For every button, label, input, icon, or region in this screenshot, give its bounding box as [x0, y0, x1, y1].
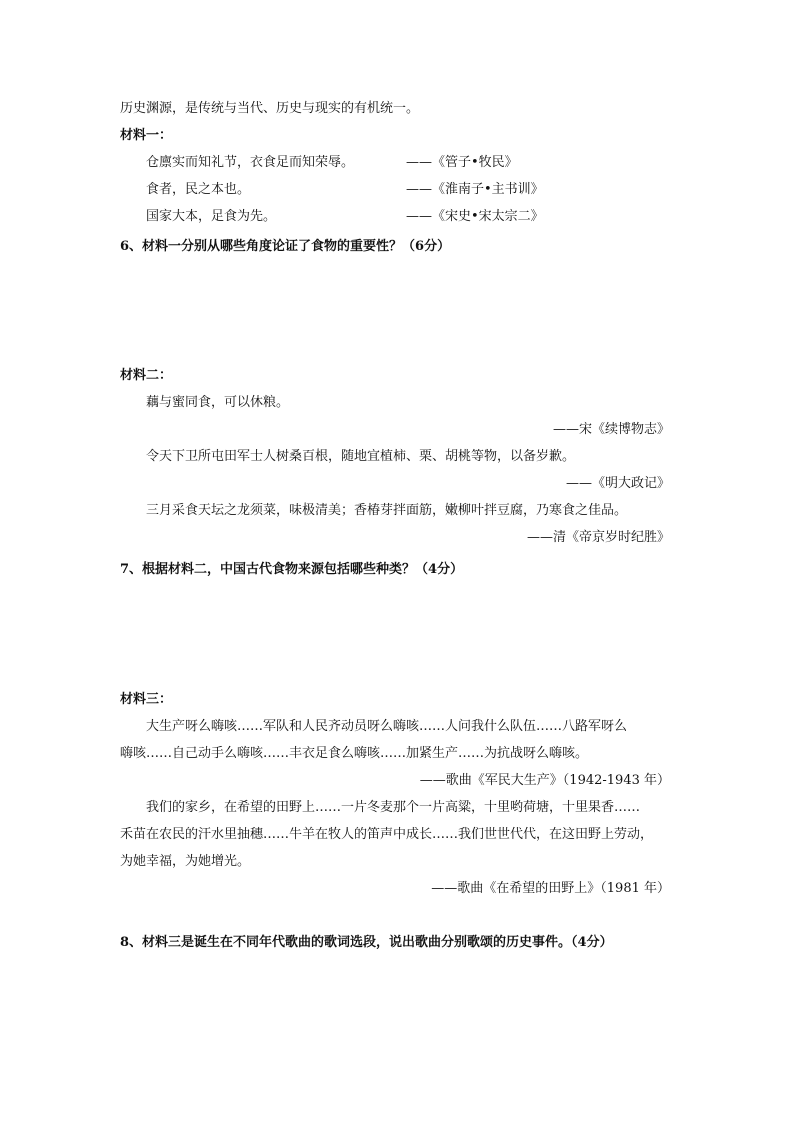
- material2-text: 三月采食天坛之龙须菜，味极清美；香椿芽拌面筋，嫩柳叶拌豆腐，乃寒食之佳品。: [146, 503, 628, 518]
- material1-source: ——《宋史•宋太宗二》: [406, 209, 544, 224]
- material1-quote: 国家大本，足食为先。: [146, 209, 277, 224]
- material2-heading: 材料二：: [120, 368, 173, 383]
- material2-source: ——宋《续博物志》: [552, 422, 670, 437]
- material1-source: ——《管子•牧民》: [406, 155, 518, 170]
- song2-lyrics: 为她幸福，为她增光。: [120, 854, 251, 869]
- material2-text: 藕与蜜同食，可以休粮。: [146, 395, 290, 410]
- material3-heading: 材料三：: [120, 692, 173, 707]
- material2-source: ——《明大政记》: [565, 476, 670, 491]
- song2-source: ——歌曲《在希望的田野上》（1981 年）: [431, 881, 670, 896]
- material1-heading: 材料一：: [120, 128, 173, 143]
- intro-text: 历史渊源，是传统与当代、历史与现实的有机统一。: [120, 101, 420, 116]
- material1-quote: 仓廪实而知礼节，衣食足而知荣辱。: [146, 155, 355, 170]
- material2-source: ——清《帝京岁时纪胜》: [526, 530, 670, 545]
- song1-source: ——歌曲《军民大生产》（1942-1943 年）: [419, 773, 670, 788]
- material1-quote: 食者，民之本也。: [146, 182, 251, 197]
- song1-lyrics: 嗨咳……自己动手么嗨咳……丰衣足食么嗨咳……加紧生产……为抗战呀么嗨咳。: [120, 746, 589, 761]
- question-7: 7、根据材料二，中国古代食物来源包括哪些种类？（4分）: [120, 562, 464, 577]
- material2-text: 令天下卫所屯田军士人树桑百根，随地宜植柿、栗、胡桃等物，以备岁歉。: [146, 449, 576, 464]
- material1-source: ——《淮南子•主书训》: [406, 182, 544, 197]
- song2-lyrics: 禾苗在农民的汗水里抽穗……牛羊在牧人的笛声中成长……我们世世代代，在这田野上劳动，: [120, 827, 654, 842]
- song1-lyrics: 大生产呀么嗨咳……军队和人民齐动员呀么嗨咳……人问我什么队伍……八路军呀么: [146, 719, 628, 734]
- song2-lyrics: 我们的家乡，在希望的田野上……一片冬麦那个一片高粱，十里哟荷塘，十里果香……: [146, 800, 641, 815]
- question-8: 8、材料三是诞生在不同年代歌曲的歌词选段，说出歌曲分别歌颂的历史事件。（4分）: [120, 935, 613, 950]
- question-6: 6、材料一分别从哪些角度论证了食物的重要性？（6分）: [120, 239, 451, 254]
